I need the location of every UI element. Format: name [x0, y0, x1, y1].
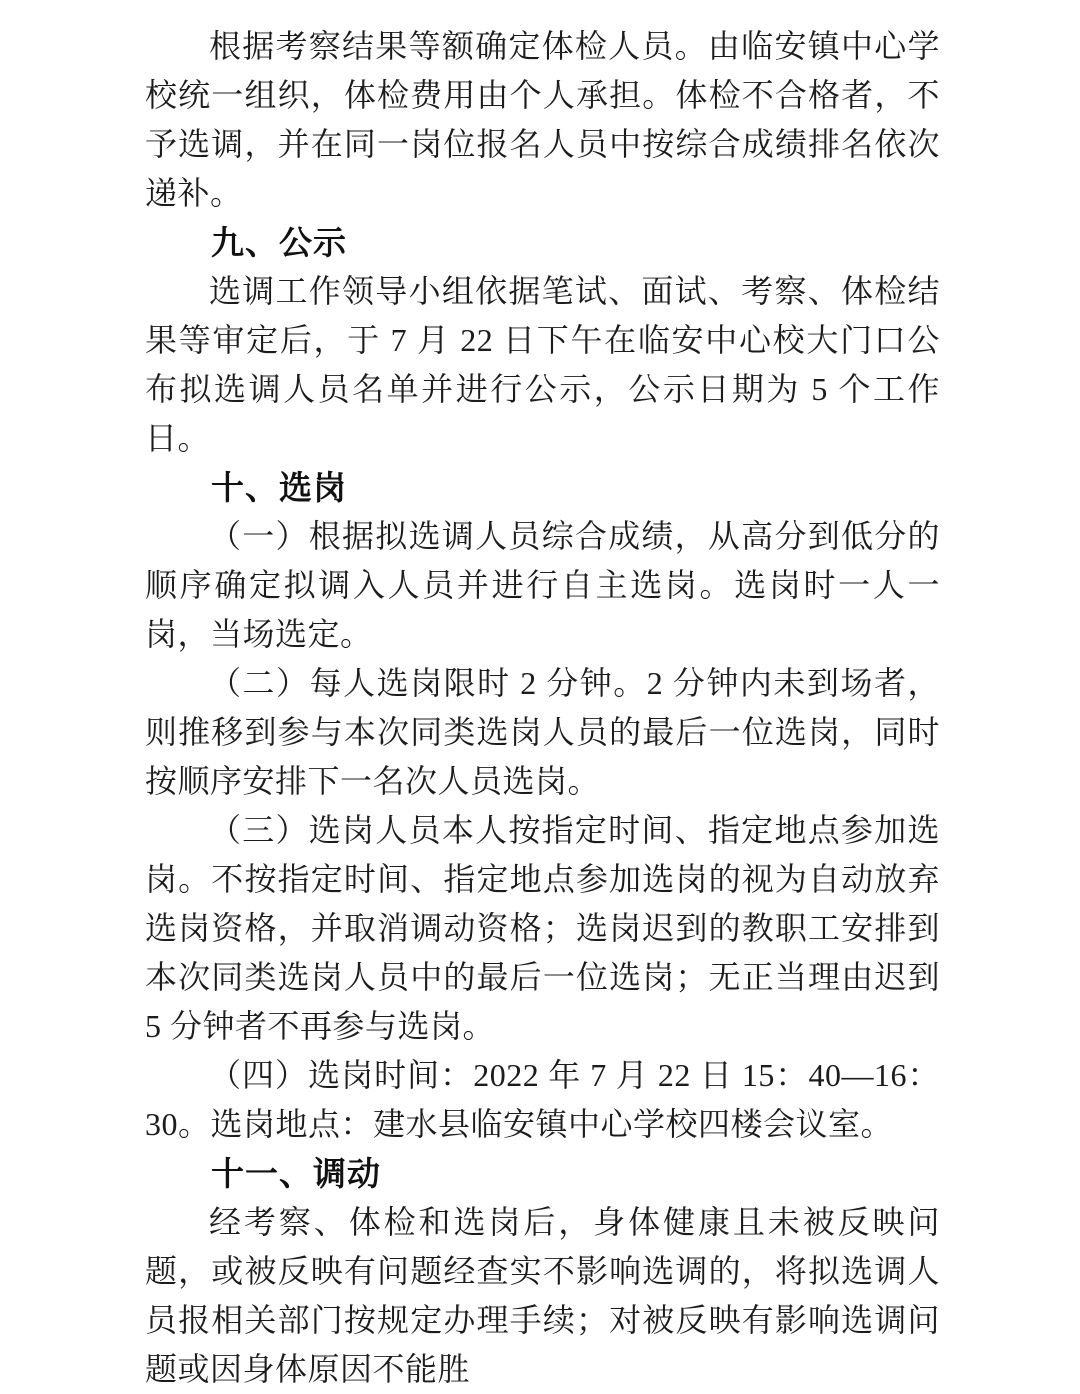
paragraph: （一）根据拟选调人员综合成绩，从高分到低分的顺序确定拟调入人员并进行自主选岗。选岗时一人一岗，当场选定。: [145, 518, 940, 652]
document-content: [145, 22, 940, 1394]
paragraph: 经考察、体检和选岗后，身体健康且未被反映问题，或被反映有问题经查实不影响选调的，将拟选调人员报相关部门按规定办理手续；对被反映有影响选调问题或因身体原因不能胜: [145, 1204, 940, 1387]
paragraph: （四）选岗时间：2022 年 7 月 22 日 15：40—16：30。选岗地点：建水县临安镇中心学校四楼会议室。: [145, 1057, 940, 1142]
paragraph: 选调工作领导小组依据笔试、面试、考察、体检结果等审定后，于 7 月 22 日下午在临安中心校大门口公布拟选调人员名单并进行公示，公示日期为 5 个工作日。: [145, 273, 940, 456]
paragraph: （三）选岗人员本人按指定时间、指定地点参加选岗。不按指定时间、指定地点参加选岗的视为自动放弃选岗资格，并取消调动资格；选岗迟到的教职工安排到本次同类选岗人员中的最后一位选岗；无正当理由迟到 5 分钟者不再参与选岗。: [145, 812, 940, 1044]
section-heading: 九、公示: [211, 224, 347, 261]
section-heading: 十一、调动: [211, 1155, 381, 1192]
paragraph: 根据考察结果等额确定体检人员。由临安镇中心学校统一组织，体检费用由个人承担。体检不合格者，不予选调，并在同一岗位报名人员中按综合成绩排名依次递补。: [145, 28, 940, 211]
paragraph: （二）每人选岗限时 2 分钟。2 分钟内未到场者，则推移到参与本次同类选岗人员的最后一位选岗，同时按顺序安排下一名次人员选岗。: [145, 665, 940, 799]
section-heading: 十、选岗: [211, 469, 347, 506]
